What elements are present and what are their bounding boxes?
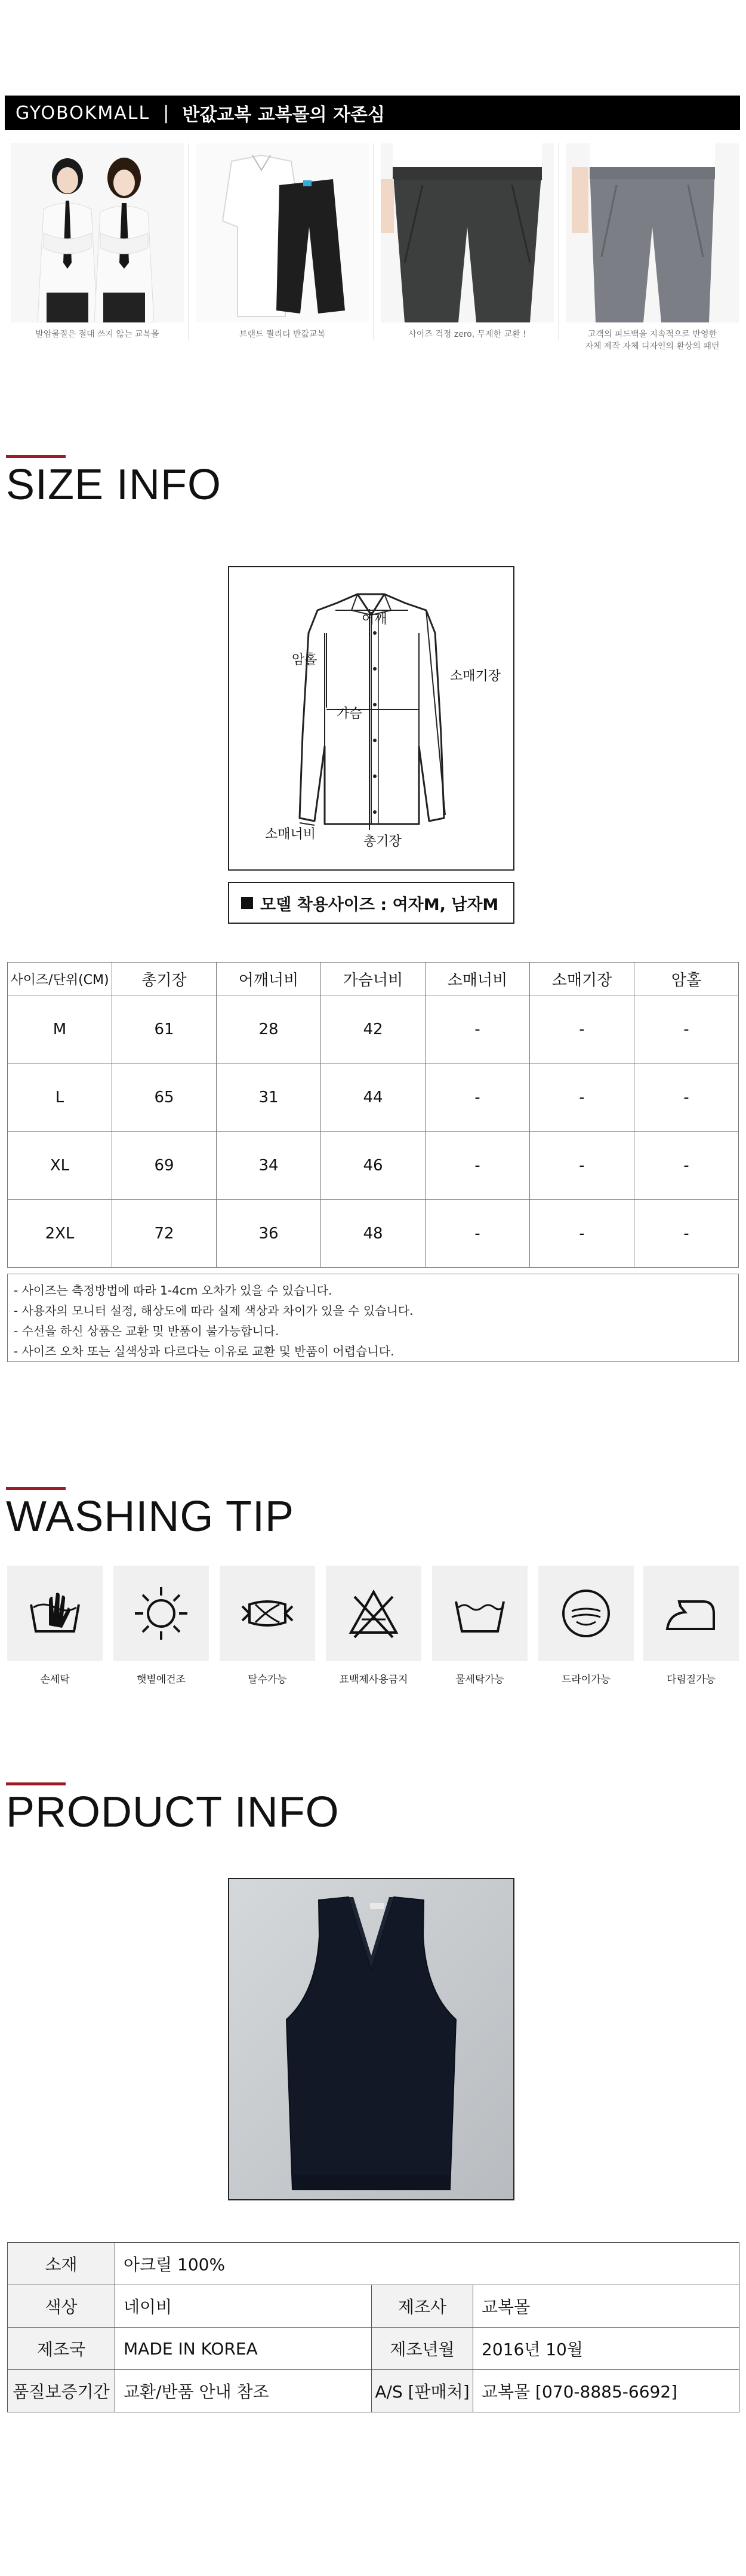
diagram-label-shoulder: 어깨	[362, 612, 387, 627]
intro-caption: 브랜드 퀄리티 반값교복	[239, 330, 326, 339]
wash-label: 햇볕에건조	[136, 1674, 186, 1686]
wash-item	[432, 1566, 528, 1685]
wash-item	[643, 1566, 739, 1685]
table-row	[8, 2243, 739, 2285]
title-accent-bar	[6, 455, 66, 458]
students-photo	[11, 143, 184, 322]
wash-label: 물세탁가능	[455, 1674, 505, 1686]
wash-tile	[538, 1566, 634, 1661]
table-cell: -	[634, 995, 739, 1063]
table-header: 소매기장	[530, 963, 634, 995]
intro-caption-line: 자체 제작 자체 디자인의 환상의 패턴	[585, 342, 720, 351]
waist-fit-photo	[381, 143, 554, 322]
maker-value: 교복몰	[473, 2285, 739, 2328]
diagram-label-armhole: 암홀	[292, 653, 317, 668]
date-value: 2016년 10월	[473, 2328, 739, 2370]
table-cell: -	[426, 1063, 530, 1132]
table-cell: XL	[8, 1132, 112, 1200]
table-header: 소매너비	[426, 963, 530, 995]
wash-tile	[643, 1566, 739, 1661]
intro-caption-line: 고객의 피드백을 지속적으로 반영한	[587, 330, 717, 339]
wash-label: 탈수가능	[248, 1674, 287, 1686]
wash-tile	[113, 1566, 209, 1661]
header-separator: |	[163, 102, 169, 124]
header-banner	[5, 96, 740, 130]
wash-tile	[7, 1566, 103, 1661]
table-cell: -	[530, 1132, 634, 1200]
no-bleach-icon	[344, 1584, 403, 1643]
wash-tile	[432, 1566, 528, 1661]
product-photo	[228, 1878, 514, 2200]
origin-label: 제조국	[8, 2328, 115, 2370]
square-bullet-icon	[241, 897, 253, 909]
table-row	[8, 1132, 739, 1200]
product-info-title: PRODUCT INFO	[6, 1788, 340, 1836]
brand-name: GYOBOKMALL	[16, 102, 150, 124]
table-cell: -	[530, 995, 634, 1063]
table-header: 암홀	[634, 963, 739, 995]
table-cell: -	[426, 1200, 530, 1268]
table-cell: L	[8, 1063, 112, 1132]
table-header: 어깨너비	[217, 963, 321, 995]
table-cell: -	[426, 995, 530, 1063]
table-cell: M	[8, 995, 112, 1063]
product-info-table	[7, 2242, 739, 2412]
maker-label: 제조사	[372, 2285, 473, 2328]
intro-item-clothes	[196, 143, 369, 370]
table-row	[8, 1200, 739, 1268]
table-cell: -	[530, 1200, 634, 1268]
diagram-label-chest: 가슴	[337, 706, 362, 721]
origin-value: MADE IN KOREA	[115, 2328, 372, 2370]
pants-pattern-photo	[566, 143, 739, 322]
table-row	[8, 2285, 739, 2328]
title-accent-bar	[6, 1487, 66, 1490]
diagram-label-total-length: 총기장	[363, 834, 402, 849]
size-diagram	[228, 566, 514, 871]
table-cell: 65	[112, 1063, 217, 1132]
size-notes	[7, 1274, 739, 1362]
hand-wash-icon	[25, 1584, 85, 1643]
note-line: - 사용자의 모니터 설정, 해상도에 따라 실제 색상과 차이가 있을 수 있습니다.	[14, 1304, 414, 1318]
wring-icon	[238, 1584, 297, 1643]
table-row	[8, 2370, 739, 2412]
intro-item-models	[11, 143, 184, 370]
intro-photo-strip	[11, 143, 739, 370]
note-line: - 수선을 하신 상품은 교환 및 반품이 불가능합니다.	[14, 1324, 279, 1338]
title-accent-bar	[6, 1782, 66, 1785]
intro-caption	[566, 328, 739, 352]
shirt-pants-photo	[196, 143, 369, 322]
table-cell: 31	[217, 1063, 321, 1132]
table-cell: 69	[112, 1132, 217, 1200]
water-wash-icon	[450, 1584, 510, 1643]
wash-item	[220, 1566, 315, 1685]
table-header-row	[8, 963, 739, 995]
table-cell: 46	[321, 1132, 426, 1200]
diagram-label-sleeve-width: 소매너비	[265, 827, 316, 842]
table-cell: 34	[217, 1132, 321, 1200]
wash-item	[113, 1566, 209, 1685]
table-cell: -	[426, 1132, 530, 1200]
wash-tile	[220, 1566, 315, 1661]
product-info-section-title	[6, 1782, 340, 1837]
table-row	[8, 1063, 739, 1132]
color-label: 색상	[8, 2285, 115, 2328]
table-cell: -	[634, 1132, 739, 1200]
iron-icon	[661, 1584, 721, 1643]
note-line: - 사이즈는 측정방법에 따라 1-4cm 오차가 있을 수 있습니다.	[14, 1283, 332, 1298]
table-cell: 42	[321, 995, 426, 1063]
wash-label: 손세탁	[40, 1674, 70, 1686]
table-row	[8, 2328, 739, 2370]
table-row	[8, 995, 739, 1063]
model-size-box	[228, 882, 514, 924]
intro-caption: 발암물질은 절대 쓰지 않는 교복몰	[35, 330, 159, 339]
material-value: 아크릴 100%	[115, 2243, 739, 2285]
wash-item	[538, 1566, 634, 1685]
date-label: 제조년월	[372, 2328, 473, 2370]
intro-caption: 사이즈 걱정 zero, 무제한 교환 !	[408, 330, 526, 339]
model-size-text: 모델 착용사이즈 : 여자M, 남자M	[260, 895, 499, 914]
table-cell: 61	[112, 995, 217, 1063]
table-header: 사이즈/단위(CM)	[8, 963, 112, 995]
table-cell: 72	[112, 1200, 217, 1268]
wash-label: 표백제사용금지	[339, 1674, 408, 1686]
size-info-title: SIZE INFO	[6, 461, 222, 509]
brand-slogan: 반값교복 교복몰의 자존심	[182, 104, 386, 125]
wash-item	[326, 1566, 421, 1685]
size-table	[7, 962, 739, 1268]
table-cell: -	[634, 1200, 739, 1268]
diagram-label-sleeve-length: 소매기장	[450, 669, 501, 684]
sun-dry-icon	[131, 1584, 191, 1643]
table-cell: -	[634, 1063, 739, 1132]
color-value: 네이비	[115, 2285, 372, 2328]
size-info-section-title	[6, 455, 221, 509]
wash-item	[7, 1566, 103, 1685]
table-cell: 48	[321, 1200, 426, 1268]
wash-label: 드라이가능	[561, 1674, 611, 1686]
table-cell: 2XL	[8, 1200, 112, 1268]
material-label: 소재	[8, 2243, 115, 2285]
as-value: 교복몰 [070-8885-6692]	[473, 2370, 739, 2412]
warranty-label: 품질보증기간	[8, 2370, 115, 2412]
washing-tip-title: WASHING TIP	[6, 1493, 295, 1541]
note-line: - 사이즈 오차 또는 실색상과 다르다는 이유로 교환 및 반품이 어렵습니다.	[14, 1344, 394, 1358]
intro-item-fit	[381, 143, 554, 370]
table-header: 총기장	[112, 963, 217, 995]
washing-icons	[7, 1566, 739, 1685]
washing-tip-section-title	[6, 1487, 294, 1541]
table-header: 가슴너비	[321, 963, 426, 995]
dry-clean-icon	[556, 1584, 616, 1643]
wash-tile	[326, 1566, 421, 1661]
table-cell: 44	[321, 1063, 426, 1132]
as-label: A/S [판매처]	[372, 2370, 473, 2412]
intro-item-pattern	[566, 143, 739, 370]
wash-label: 다림질가능	[666, 1674, 716, 1686]
navy-vest-image	[229, 1879, 513, 2199]
table-cell: -	[530, 1063, 634, 1132]
warranty-value: 교환/반품 안내 참조	[115, 2370, 372, 2412]
table-cell: 36	[217, 1200, 321, 1268]
table-cell: 28	[217, 995, 321, 1063]
